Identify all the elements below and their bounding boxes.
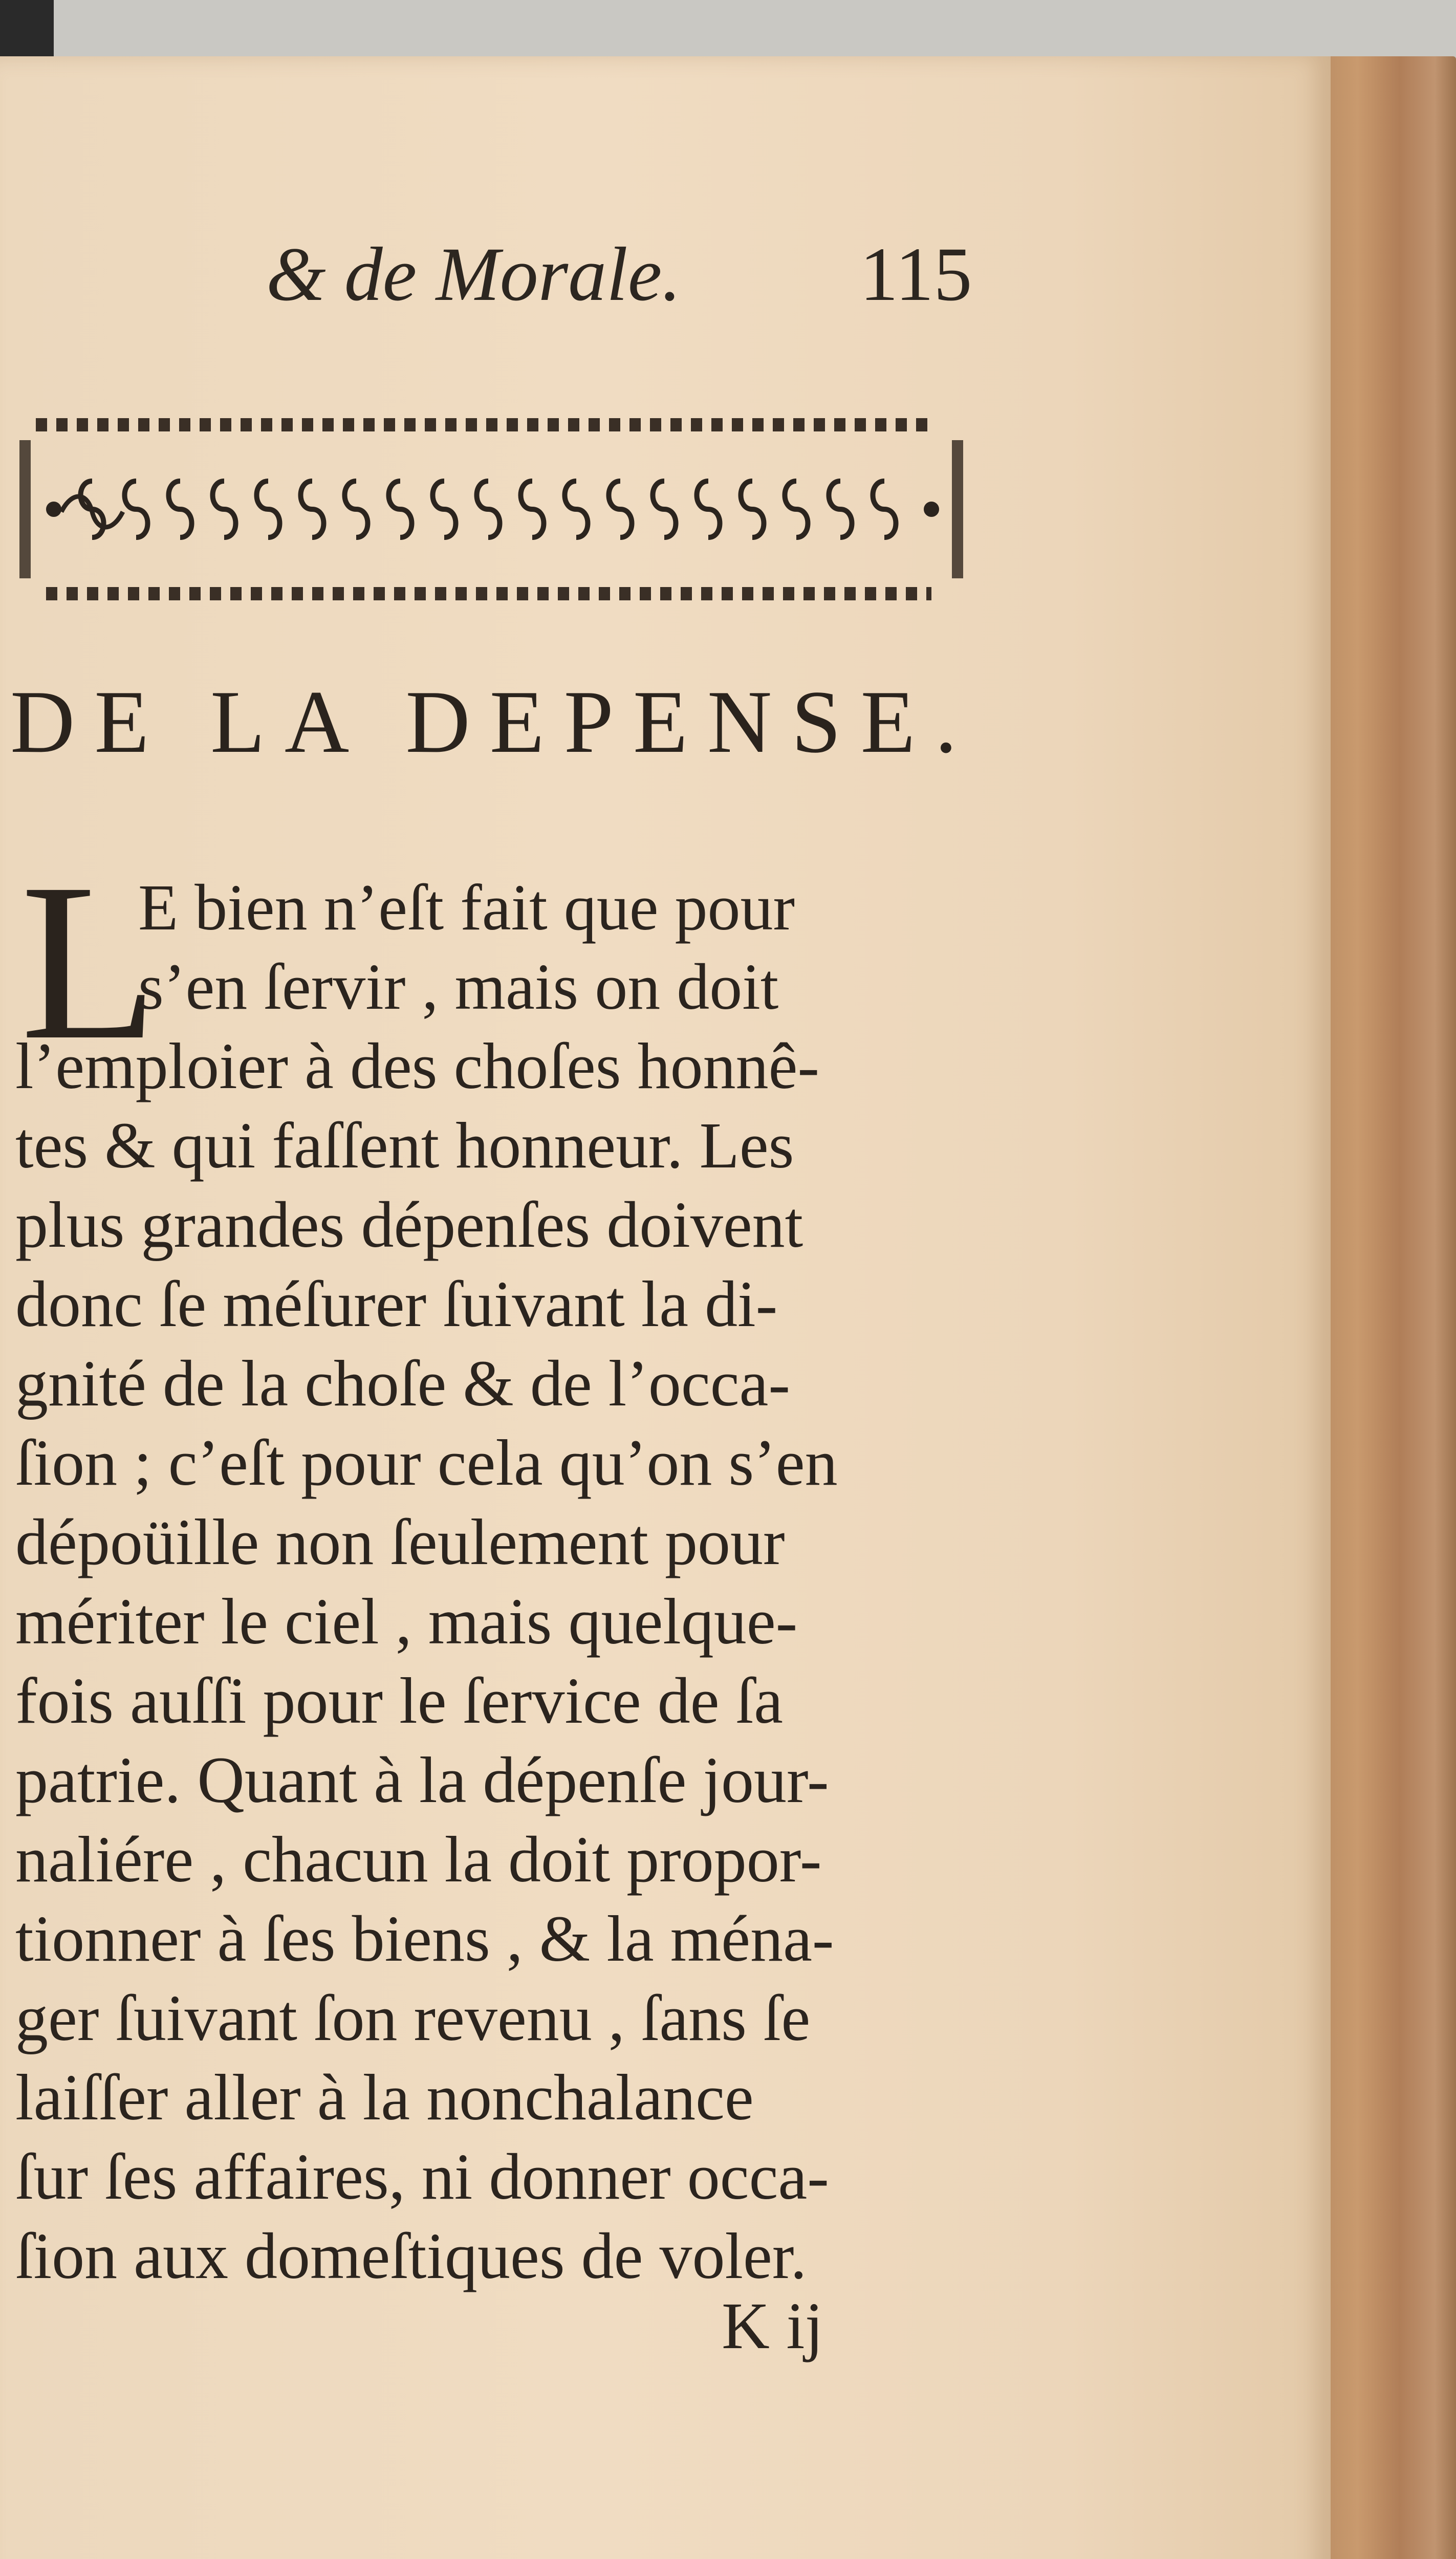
text-line: ſion ; c’eſt pour cela qu’on s’en	[15, 1426, 838, 1499]
text-line: laiſſer aller à la nonchalance	[15, 2061, 754, 2134]
text-line: ſion aux domeſtiques de voler.	[15, 2220, 807, 2292]
signature-mark: K ij	[722, 2289, 823, 2363]
ornament-figure	[301, 481, 324, 537]
text-line: ger ſuivant ſon revenu , ſans ſe	[15, 1982, 811, 2054]
ornament-figure	[433, 481, 456, 537]
text-line: patrie. Quant à la dépenſe jour-	[15, 1744, 829, 1816]
ornament-figure	[257, 481, 280, 537]
text-line: plus grandes dépenſes doivent	[15, 1188, 803, 1261]
text-line: tionner à ſes biens , & la ména-	[15, 1902, 834, 1975]
ornament-figure	[565, 481, 588, 537]
running-head-title: de Morale.	[344, 232, 681, 317]
ornament-figure	[609, 481, 632, 537]
ornament-figure	[697, 481, 720, 537]
ornament-figure	[213, 481, 236, 537]
text-line: l’emploier à des choſes honnê-	[15, 1030, 819, 1102]
text-line: dépoüille non ſeulement pour	[15, 1506, 785, 1578]
ornament-figure	[169, 481, 192, 537]
text-line: donc ſe méſurer ſuivant la di-	[15, 1268, 778, 1340]
ornament-figure	[81, 481, 104, 537]
ornament-figure	[521, 481, 544, 537]
page-number: 115	[860, 232, 972, 317]
text-line: E bien n’eſt fait que pour	[138, 871, 795, 944]
chapter-title: DE LA DEPENSE.	[10, 672, 977, 771]
text-line: gnité de la choſe & de l’occa-	[15, 1347, 790, 1420]
text-line: mériter le ciel , mais quelque-	[15, 1585, 798, 1658]
text-line: tes & qui faſſent honneur. Les	[15, 1109, 794, 1182]
ornament-figure	[785, 481, 808, 537]
text-line: naliére , chacun la doit propor-	[15, 1823, 822, 1896]
text-line: fois auſſi pour le ſervice de ſa	[15, 1664, 783, 1737]
ornament-dot	[926, 504, 937, 514]
drop-cap: L	[20, 837, 158, 1087]
ornament-figure	[389, 481, 412, 537]
running-head-ampersand: &	[266, 232, 326, 317]
ornament-figure	[125, 481, 148, 537]
text-line: ſur ſes affaires, ni donner occa-	[15, 2140, 829, 2213]
ornament-figure	[873, 481, 896, 537]
ornament-figure	[741, 481, 764, 537]
text-line: s’en ſervir , mais on doit	[138, 950, 779, 1023]
ornament-figure	[477, 481, 500, 537]
book-page-edges	[1315, 56, 1456, 2559]
ornament-band-icon	[15, 404, 967, 619]
ornament-figure	[345, 481, 368, 537]
ornament-dot	[49, 504, 59, 514]
ornament-figure	[829, 481, 852, 537]
ornament-figure	[653, 481, 676, 537]
